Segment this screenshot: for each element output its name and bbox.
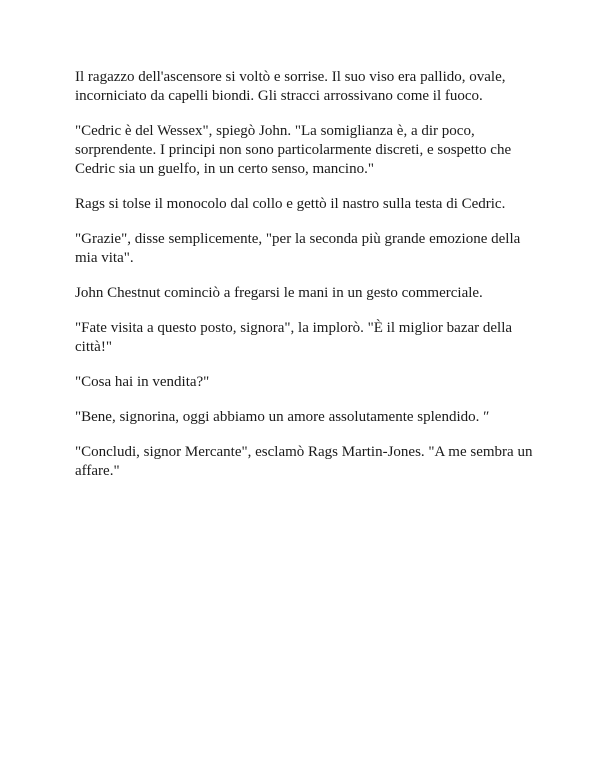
paragraph-7: "Cosa hai in vendita?" xyxy=(75,374,210,390)
paragraph-8: "Bene, signorina, oggi abbiamo un amore assolutamente splendido. ″ xyxy=(75,409,490,425)
paragraph-4: "Grazie", disse semplicemente, "per la seconda più grande emozione della mia vita". xyxy=(75,231,521,266)
paragraph-3: Rags si tolse il monocolo dal collo e gettò il nastro sulla testa di Cedric. xyxy=(75,196,506,212)
document-body xyxy=(75,68,535,497)
paragraph-9: "Concludi, signor Mercante", esclamò Rags Martin-Jones. "A me sembra un affare." xyxy=(75,444,533,479)
paragraph-6: "Fate visita a questo posto, signora", la implorò. "È il miglior bazar della città!" xyxy=(75,320,513,355)
paragraph-2: "Cedric è del Wessex", spiegò John. "La somiglianza è, a dir poco, sorprendente. I principi non sono particolarmente discreti, e sospetto che Cedric sia un guelfo, in un certo senso, mancino." xyxy=(75,123,512,177)
paragraph-5: John Chestnut cominciò a fregarsi le mani in un gesto commerciale. xyxy=(75,285,483,301)
paragraph-1: Il ragazzo dell'ascensore si voltò e sorrise. Il suo viso era pallido, ovale, incorniciato da capelli biondi. Gli stracci arrossivano come il fuoco. xyxy=(75,69,506,104)
